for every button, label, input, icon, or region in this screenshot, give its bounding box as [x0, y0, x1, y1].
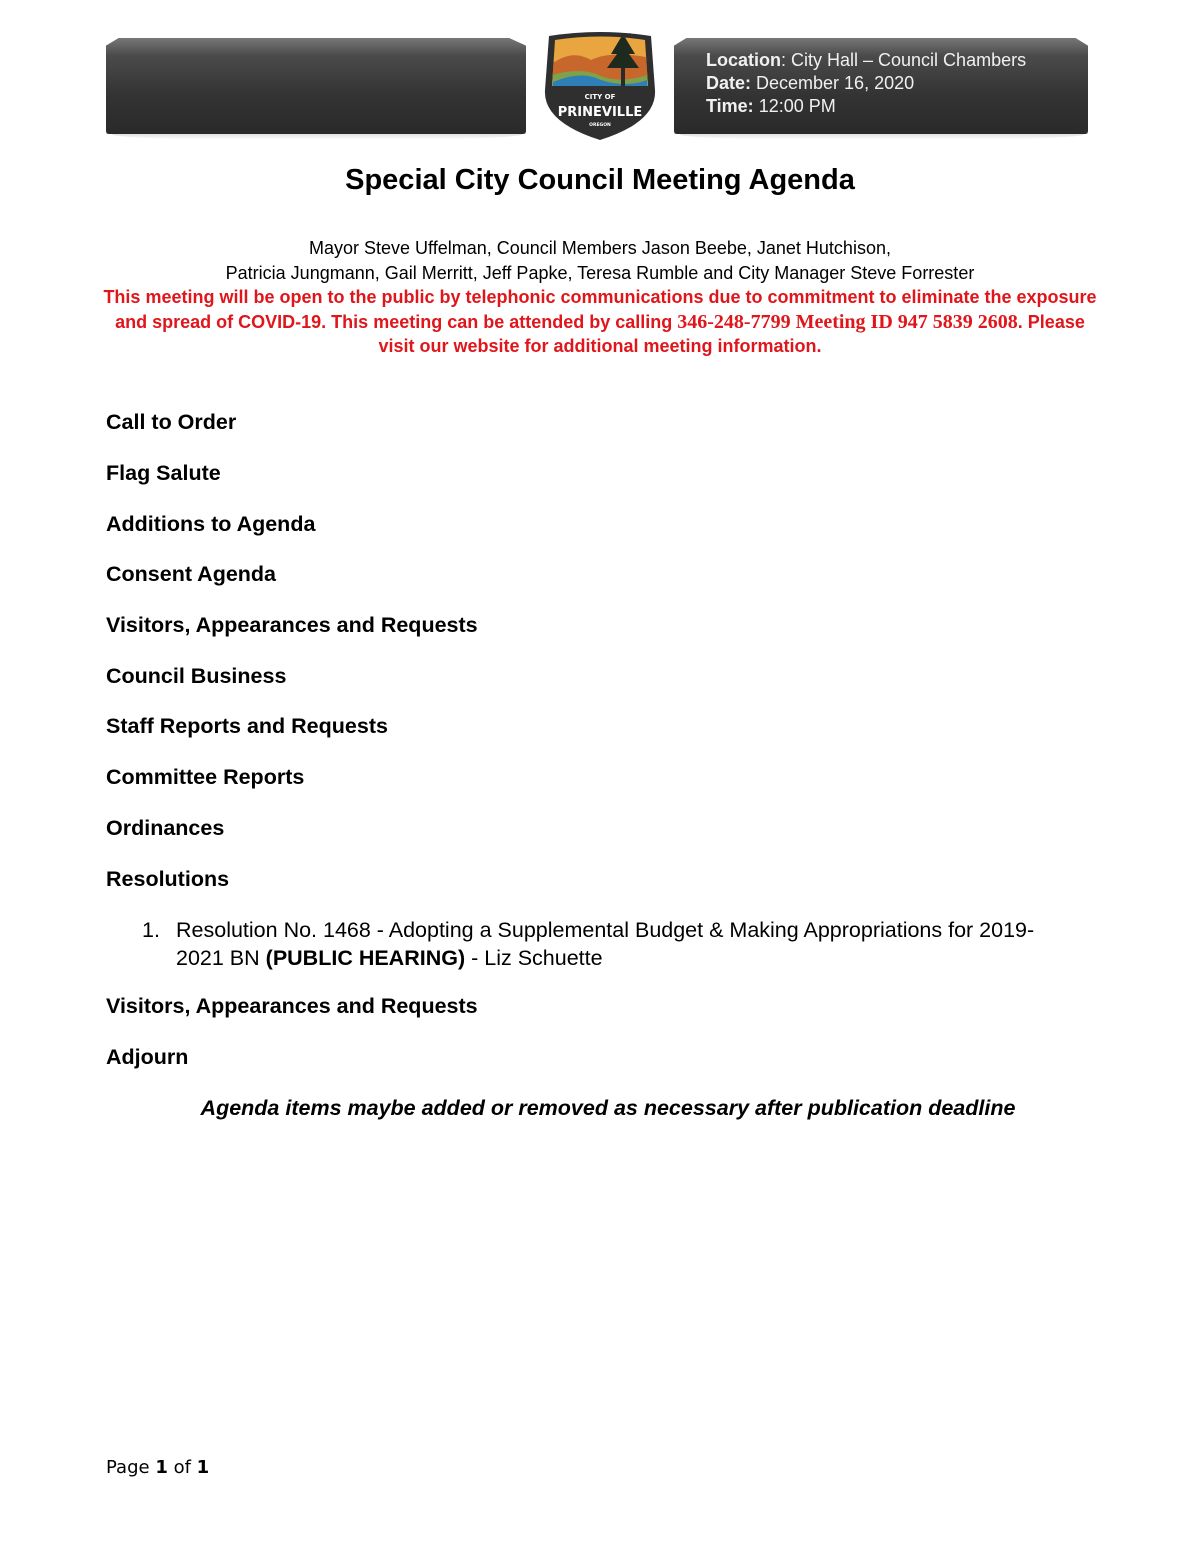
page-title: Special City Council Meeting Agenda: [345, 164, 855, 196]
meeting-time: [706, 95, 1026, 118]
agenda-item-call-to-order: Call to Order: [106, 410, 237, 434]
agenda-disclaimer: Agenda items maybe added or removed as necessary after publication deadline: [200, 1096, 1016, 1120]
agenda-item-visitors-2: Visitors, Appearances and Requests: [106, 994, 478, 1018]
notice-phone: 346-248-7799 Meeting ID 947 5839 2608: [677, 310, 1018, 333]
agenda-item-visitors: Visitors, Appearances and Requests: [106, 613, 478, 637]
meeting-location: [706, 49, 1026, 72]
logo-text-line2: PRINEVILLE: [557, 105, 643, 120]
location-value: : City Hall – Council Chambers: [781, 50, 1027, 70]
logo-text-line3: OREGON: [589, 123, 611, 128]
city-of-prineville-logo: [541, 30, 659, 142]
page-current: 1: [155, 1457, 168, 1478]
members-line-2: Patricia Jungmann, Gail Merritt, Jeff Papke, Teresa Rumble and City Manager Steve Forrester: [225, 263, 975, 283]
time-value: 12:00 PM: [753, 96, 836, 116]
meeting-date: [706, 72, 1026, 95]
notice-text-1: This meeting will be open to the public by telephonic communications due to commitment to eliminate the exposure and spread of COVID-19. This meeting can be attended by calling: [103, 287, 1097, 332]
header-bar-left: [106, 38, 526, 134]
date-value: December 16, 2020: [751, 73, 915, 93]
resolution-public-hearing: (PUBLIC HEARING): [265, 946, 466, 970]
location-label: Location: [706, 50, 781, 70]
page-prefix: Page: [106, 1457, 156, 1478]
agenda-item-ordinances: Ordinances: [106, 816, 225, 840]
page-middle: of: [167, 1457, 197, 1478]
agenda-item-flag-salute: Flag Salute: [106, 461, 221, 485]
council-members: [0, 236, 1200, 286]
notice-text-2: . Please visit our website for additional meeting information.: [378, 311, 1085, 356]
agenda-item-resolutions: Resolutions: [106, 867, 230, 891]
covid-notice: [100, 285, 1100, 359]
resolution-text: [176, 916, 1076, 972]
agenda-item-adjourn: Adjourn: [106, 1045, 189, 1069]
agenda-item-additions: Additions to Agenda: [106, 512, 316, 536]
agenda-item-consent: Consent Agenda: [106, 562, 277, 586]
page-number: [106, 1457, 209, 1478]
resolution-text-after: - Liz Schuette: [465, 946, 603, 970]
members-line-1: Mayor Steve Uffelman, Council Members Jason Beebe, Janet Hutchison,: [309, 238, 891, 258]
resolution-text-before: Resolution No. 1468 - Adopting a Supplemental Budget & Making Appropriations for 2019-2021 BN: [176, 918, 1035, 970]
agenda-item-staff-reports: Staff Reports and Requests: [106, 714, 388, 738]
time-label: Time:: [706, 96, 754, 116]
date-label: Date:: [706, 73, 752, 93]
meeting-info: [706, 49, 1026, 118]
agenda-item-council-business: Council Business: [106, 664, 287, 688]
logo-text-line1: CITY OF: [584, 93, 616, 101]
resolution-number: 1.: [142, 918, 160, 942]
agenda-item-committee-reports: Committee Reports: [106, 765, 305, 789]
page-total: 1: [196, 1457, 210, 1478]
